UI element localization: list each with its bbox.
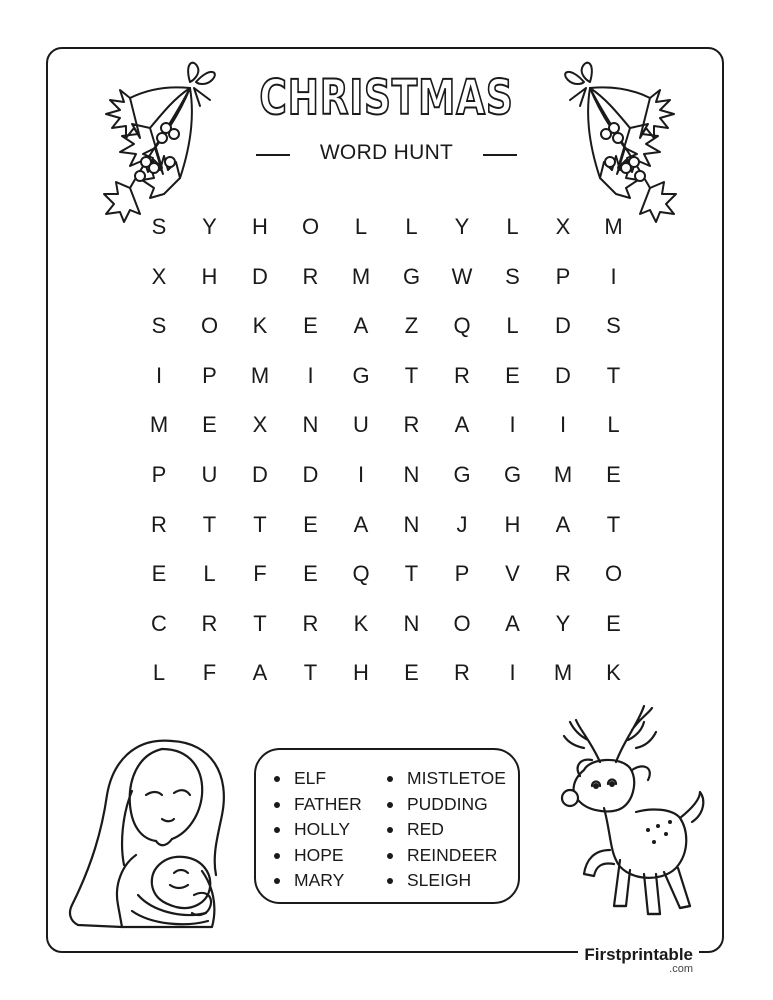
- grid-letter: R: [302, 610, 319, 636]
- grid-letter: L: [506, 214, 519, 239]
- word-list-item: HOLLY: [274, 817, 362, 843]
- grid-letter: R: [302, 263, 319, 289]
- grid-letter: G: [453, 462, 471, 487]
- grid-letter: M: [553, 462, 573, 487]
- grid-letter: E: [606, 610, 621, 636]
- reindeer-icon: [540, 700, 710, 925]
- subtitle-rule-right: [483, 154, 517, 156]
- grid-letter: D: [555, 362, 571, 388]
- grid-letter: P: [151, 462, 167, 487]
- grid-letter: W: [451, 263, 473, 289]
- grid-letter: I: [357, 462, 365, 487]
- word-list-item: RED: [387, 817, 506, 843]
- grid-letter: H: [252, 214, 268, 239]
- brand-tld: .com: [669, 963, 693, 975]
- word-list-item: MARY: [274, 868, 362, 894]
- grid-letter: L: [607, 412, 620, 438]
- grid-letter: Y: [555, 610, 571, 636]
- grid-letter: E: [303, 511, 318, 537]
- grid-letter: R: [151, 511, 167, 537]
- mary-and-baby-icon: [62, 735, 242, 935]
- grid-letter: P: [454, 561, 470, 587]
- grid-letter: T: [202, 511, 217, 537]
- grid-letter: O: [453, 610, 471, 636]
- page-title: CHRISTMAS: [259, 70, 514, 126]
- word-list-right: [387, 766, 506, 894]
- grid-letter: X: [252, 412, 268, 438]
- grid-letter: E: [202, 412, 217, 438]
- grid-letter: A: [454, 412, 470, 438]
- grid-letter: M: [250, 362, 270, 388]
- grid-letter: D: [252, 263, 268, 289]
- grid-letter: N: [302, 412, 319, 438]
- grid-letter: X: [555, 214, 571, 239]
- grid-letter: D: [302, 462, 319, 487]
- grid-letter: N: [403, 511, 420, 537]
- grid-letter: A: [555, 511, 571, 537]
- subtitle-row: [0, 141, 773, 165]
- grid-letter: M: [604, 214, 623, 239]
- word-list-item: ELF: [274, 766, 362, 792]
- grid-letter: U: [353, 412, 369, 438]
- grid-letter: R: [555, 561, 571, 587]
- grid-letter: X: [151, 263, 167, 289]
- grid-letter: E: [303, 313, 318, 339]
- grid-letter: L: [506, 313, 519, 339]
- grid-letter: O: [200, 313, 219, 339]
- grid-letter: L: [354, 214, 368, 239]
- grid-letter: T: [253, 511, 267, 537]
- grid-letter: A: [505, 610, 520, 636]
- grid-letter: R: [454, 660, 470, 686]
- grid-letter: E: [303, 561, 318, 587]
- grid-letter: I: [559, 412, 567, 438]
- grid-letter: A: [252, 660, 268, 686]
- grid-letter: K: [606, 660, 621, 686]
- grid-letter: I: [509, 412, 516, 438]
- grid-letter: S: [151, 214, 167, 239]
- brand-logo: [578, 946, 699, 975]
- grid-letter: Y: [454, 214, 470, 239]
- word-list-item: REINDEER: [387, 843, 506, 869]
- grid-letter: R: [403, 412, 420, 438]
- grid-letter: P: [555, 263, 571, 289]
- grid-letter: T: [606, 362, 621, 388]
- grid-letter: N: [403, 610, 420, 636]
- word-list-item: SLEIGH: [387, 868, 506, 894]
- grid-letter: O: [604, 561, 623, 587]
- grid-letter: H: [353, 660, 369, 686]
- grid-letter: C: [151, 610, 167, 636]
- grid-letter: J: [456, 511, 468, 537]
- grid-letter: A: [353, 313, 369, 339]
- grid-letter: D: [252, 462, 268, 487]
- grid-letter: S: [606, 313, 621, 339]
- word-list-item: FATHER: [274, 792, 362, 818]
- grid-letter: T: [303, 660, 318, 686]
- grid-letter: V: [505, 561, 520, 587]
- grid-letter: H: [201, 263, 218, 289]
- grid-letter: R: [454, 362, 470, 388]
- grid-letter: G: [352, 362, 370, 388]
- grid-letter: E: [505, 362, 520, 388]
- grid-letter: O: [301, 214, 320, 239]
- grid-letter: Q: [352, 561, 370, 587]
- grid-letter: E: [606, 462, 621, 487]
- grid-letter: R: [201, 610, 218, 636]
- word-list-item: MISTLETOE: [387, 766, 506, 792]
- grid-letter: P: [202, 362, 217, 388]
- grid-letter: I: [610, 263, 617, 289]
- grid-letter: T: [253, 610, 267, 636]
- word-list-left: [274, 766, 362, 894]
- grid-letter: S: [505, 263, 520, 289]
- grid-letter: Q: [453, 313, 471, 339]
- grid-letter: D: [555, 313, 571, 339]
- grid-letter: I: [509, 660, 516, 686]
- grid-letter: M: [351, 263, 371, 289]
- grid-letter: Y: [202, 214, 217, 239]
- grid-letter: H: [504, 511, 521, 537]
- grid-letter: L: [152, 660, 166, 686]
- grid-letter: G: [402, 263, 421, 289]
- grid-letter: K: [353, 610, 369, 636]
- grid-letter: I: [155, 362, 163, 388]
- grid-letter: A: [353, 511, 369, 537]
- grid-letter: L: [203, 561, 216, 587]
- grid-letter: K: [252, 313, 268, 339]
- grid-letter: U: [201, 462, 218, 487]
- grid-letter: S: [151, 313, 167, 339]
- grid-letter: F: [202, 660, 217, 686]
- word-list-item: HOPE: [274, 843, 362, 869]
- grid-letter: E: [151, 561, 167, 587]
- grid-letter: L: [405, 214, 418, 239]
- grid-letter: Z: [404, 313, 419, 339]
- grid-letter: T: [404, 362, 419, 388]
- word-list-box: [254, 748, 520, 904]
- grid-letter: G: [503, 462, 522, 487]
- grid-letter: M: [149, 412, 169, 438]
- word-list-item: PUDDING: [387, 792, 506, 818]
- grid-letter: N: [403, 462, 420, 487]
- grid-letter: T: [606, 511, 621, 537]
- brand-name: Firstprintable: [584, 945, 693, 964]
- grid-letter: E: [404, 660, 419, 686]
- page-subtitle: WORD HUNT: [319, 141, 454, 164]
- grid-letter: I: [307, 362, 314, 388]
- grid-letter: M: [553, 660, 573, 686]
- grid-letter: T: [404, 561, 419, 587]
- grid-letter: F: [253, 561, 267, 587]
